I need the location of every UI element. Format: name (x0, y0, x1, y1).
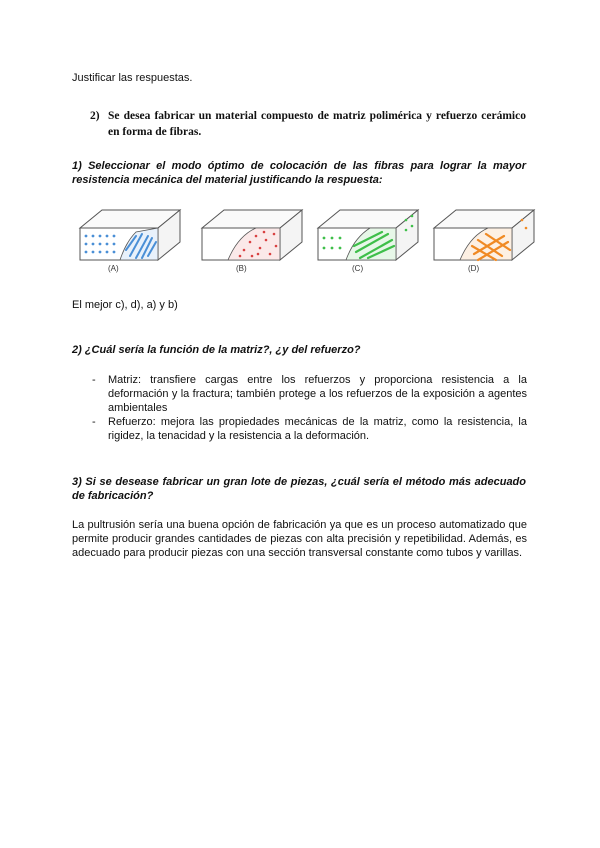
figure-a-caption: (A) (108, 264, 119, 273)
list-item (72, 373, 527, 415)
bullet-dash: - (92, 416, 96, 428)
figure-c-caption: (C) (352, 264, 364, 273)
figure-a-block-illustration (76, 206, 186, 266)
figure-b-caption: (B) (236, 264, 247, 273)
subquestion-3-answer: La pultrusión sería una buena opción de fabricación ya que es un proceso automatizado que permite producir grandes cantidades de piezas con alta precisión y repetibilidad. Además, es adecuado para producir piezas con una sección transversal constante como tubos y varillas. (72, 519, 527, 559)
figure-c-block-illustration (314, 206, 424, 266)
figure-a (76, 206, 186, 276)
subquestion-1-answer: El mejor c), d), a) y b) (72, 299, 178, 311)
question-2 (90, 108, 526, 140)
question-2-number: 2) (90, 110, 100, 122)
subquestion-2-answer-list (72, 373, 527, 443)
list-item (72, 415, 527, 443)
question-2-text: Se desea fabricar un material compuesto de matriz polimérica y refuerzo cerámico en forma de fibras. (108, 110, 526, 138)
bullet-dash: - (92, 374, 96, 386)
figure-b-block-illustration (198, 206, 308, 266)
bullet-text-reinforcement: Refuerzo: mejora las propiedades mecánicas de la matriz, como la resistencia, la rigidez, la tenacidad y la resistencia a la deformación. (108, 416, 527, 442)
figure-d-block-illustration (430, 206, 540, 266)
subquestion-1-heading: 1) Seleccionar el modo óptimo de colocación de las fibras para lograr la mayor resistencia mecánica del material justificando la respuesta: (72, 160, 526, 186)
figure-d-caption: (D) (468, 264, 480, 273)
bullet-text-matrix: Matriz: transfiere cargas entre los refuerzos y proporciona resistencia a la deformación y la fractura; también protege a los refuerzos de la exposición a agentes ambientales (108, 374, 527, 414)
subquestion-2-heading: 2) ¿Cuál sería la función de la matriz?, ¿y del refuerzo? (72, 344, 361, 356)
figure-c (314, 206, 424, 276)
figure-b (198, 206, 308, 276)
intro-text: Justificar las respuestas. (72, 72, 193, 84)
figure-d (430, 206, 540, 276)
subquestion-3-heading: 3) Si se desease fabricar un gran lote de piezas, ¿cuál sería el método más adecuado de fabricación? (72, 476, 526, 502)
fiber-orientation-figures (76, 206, 526, 276)
